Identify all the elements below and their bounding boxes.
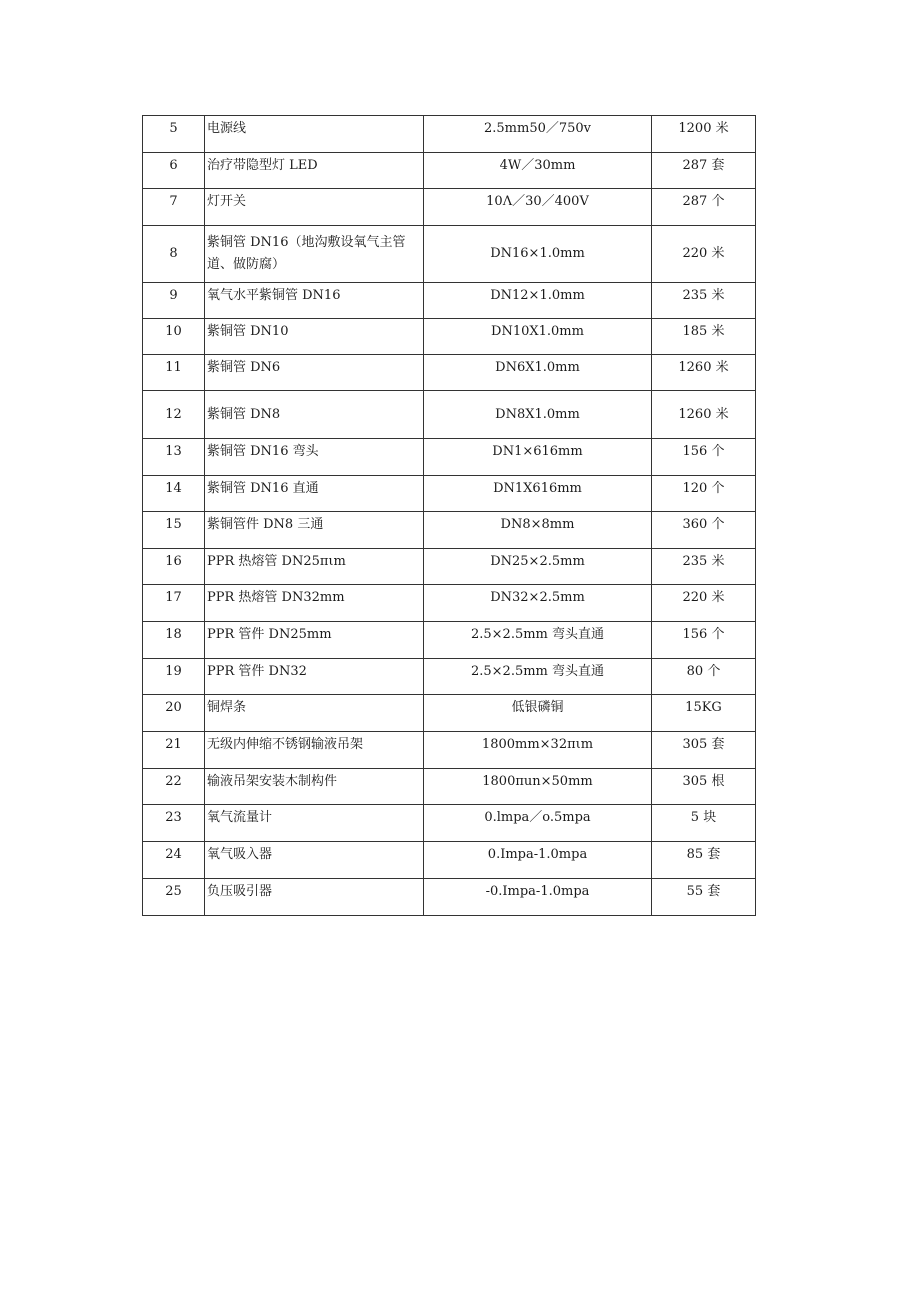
item-quantity: 220 米 [652, 585, 756, 622]
item-name: PPR 热熔管 DN32mm [205, 585, 424, 622]
item-quantity: 1260 米 [652, 391, 756, 439]
row-number: 24 [143, 842, 205, 879]
table-row [143, 319, 756, 355]
row-number: 25 [143, 879, 205, 916]
table-row [143, 622, 756, 659]
item-quantity: 287 套 [652, 153, 756, 189]
item-name: 电源线 [205, 116, 424, 153]
item-spec: DN1X616mm [424, 476, 652, 512]
item-spec: DN8X1.0mm [424, 391, 652, 439]
item-quantity: 85 套 [652, 842, 756, 879]
item-name: 氧气吸入器 [205, 842, 424, 879]
row-number: 13 [143, 439, 205, 476]
item-name: PPR 管件 DN32 [205, 659, 424, 695]
table-row [143, 189, 756, 226]
item-spec: 0.lmpa／o.5mpa [424, 805, 652, 842]
item-quantity: 156 个 [652, 439, 756, 476]
item-spec: DN12×1.0mm [424, 283, 652, 319]
table-row [143, 732, 756, 769]
row-number: 11 [143, 355, 205, 391]
item-name: 无级内伸缩不锈钢输液吊架 [205, 732, 424, 769]
row-number: 6 [143, 153, 205, 189]
item-name: 紫铜管 DN10 [205, 319, 424, 355]
item-name: 铜焊条 [205, 695, 424, 732]
item-spec: 低银磷铜 [424, 695, 652, 732]
item-quantity: 5 块 [652, 805, 756, 842]
row-number: 8 [143, 226, 205, 283]
item-name: 紫铜管 DN8 [205, 391, 424, 439]
item-quantity: 1200 米 [652, 116, 756, 153]
item-quantity: 235 米 [652, 549, 756, 585]
item-name: 氧气水平紫铜管 DN16 [205, 283, 424, 319]
item-spec: 2.5×2.5mm 弯头直通 [424, 659, 652, 695]
item-spec: 0.Impa-1.0mpa [424, 842, 652, 879]
item-spec: 2.5×2.5mm 弯头直通 [424, 622, 652, 659]
table-row [143, 226, 756, 283]
table-row [143, 769, 756, 805]
table-row [143, 439, 756, 476]
item-spec: DN25×2.5mm [424, 549, 652, 585]
row-number: 12 [143, 391, 205, 439]
item-spec: DN8×8mm [424, 512, 652, 549]
row-number: 22 [143, 769, 205, 805]
table-row [143, 549, 756, 585]
item-name: PPR 热熔管 DN25πιm [205, 549, 424, 585]
item-spec: 1800mm×32πιm [424, 732, 652, 769]
row-number: 23 [143, 805, 205, 842]
item-quantity: 220 米 [652, 226, 756, 283]
item-quantity: 55 套 [652, 879, 756, 916]
row-number: 18 [143, 622, 205, 659]
item-quantity: 305 根 [652, 769, 756, 805]
item-quantity: 156 个 [652, 622, 756, 659]
table-row [143, 805, 756, 842]
materials-table [142, 115, 756, 916]
item-name: 紫铜管 DN16（地沟敷设氧气主管道、做防腐） [205, 226, 424, 283]
item-name: 紫铜管 DN16 弯头 [205, 439, 424, 476]
item-name: 治疗带隐型灯 LED [205, 153, 424, 189]
row-number: 10 [143, 319, 205, 355]
row-number: 20 [143, 695, 205, 732]
item-quantity: 120 个 [652, 476, 756, 512]
item-name: 氧气流量计 [205, 805, 424, 842]
item-name: 灯开关 [205, 189, 424, 226]
table-row [143, 116, 756, 153]
item-quantity: 305 套 [652, 732, 756, 769]
row-number: 7 [143, 189, 205, 226]
table-row [143, 391, 756, 439]
item-spec: -0.Impa-1.0mpa [424, 879, 652, 916]
item-name: 紫铜管 DN16 直通 [205, 476, 424, 512]
item-quantity: 80 个 [652, 659, 756, 695]
row-number: 19 [143, 659, 205, 695]
item-quantity: 287 个 [652, 189, 756, 226]
table-row [143, 879, 756, 916]
row-number: 5 [143, 116, 205, 153]
table-row [143, 585, 756, 622]
item-name: 负压吸引器 [205, 879, 424, 916]
item-quantity: 15KG [652, 695, 756, 732]
table-row [143, 512, 756, 549]
item-spec: DN6X1.0mm [424, 355, 652, 391]
table-row [143, 695, 756, 732]
row-number: 9 [143, 283, 205, 319]
row-number: 16 [143, 549, 205, 585]
item-name: 输液吊架安装木制构件 [205, 769, 424, 805]
table-row [143, 355, 756, 391]
item-name: 紫铜管件 DN8 三通 [205, 512, 424, 549]
item-name: 紫铜管 DN6 [205, 355, 424, 391]
item-name: PPR 管件 DN25mm [205, 622, 424, 659]
table-row [143, 283, 756, 319]
row-number: 14 [143, 476, 205, 512]
item-spec: DN1×616mm [424, 439, 652, 476]
item-quantity: 185 米 [652, 319, 756, 355]
item-spec: DN16×1.0mm [424, 226, 652, 283]
table-row [143, 153, 756, 189]
item-quantity: 360 个 [652, 512, 756, 549]
item-quantity: 235 米 [652, 283, 756, 319]
item-spec: DN10X1.0mm [424, 319, 652, 355]
row-number: 15 [143, 512, 205, 549]
row-number: 21 [143, 732, 205, 769]
table-row [143, 476, 756, 512]
item-spec: 4W／30mm [424, 153, 652, 189]
item-spec: 10Λ／30／400V [424, 189, 652, 226]
row-number: 17 [143, 585, 205, 622]
table-row [143, 842, 756, 879]
item-spec: 2.5mm50／750v [424, 116, 652, 153]
table-row [143, 659, 756, 695]
item-spec: DN32×2.5mm [424, 585, 652, 622]
item-spec: 1800πun×50mm [424, 769, 652, 805]
item-quantity: 1260 米 [652, 355, 756, 391]
